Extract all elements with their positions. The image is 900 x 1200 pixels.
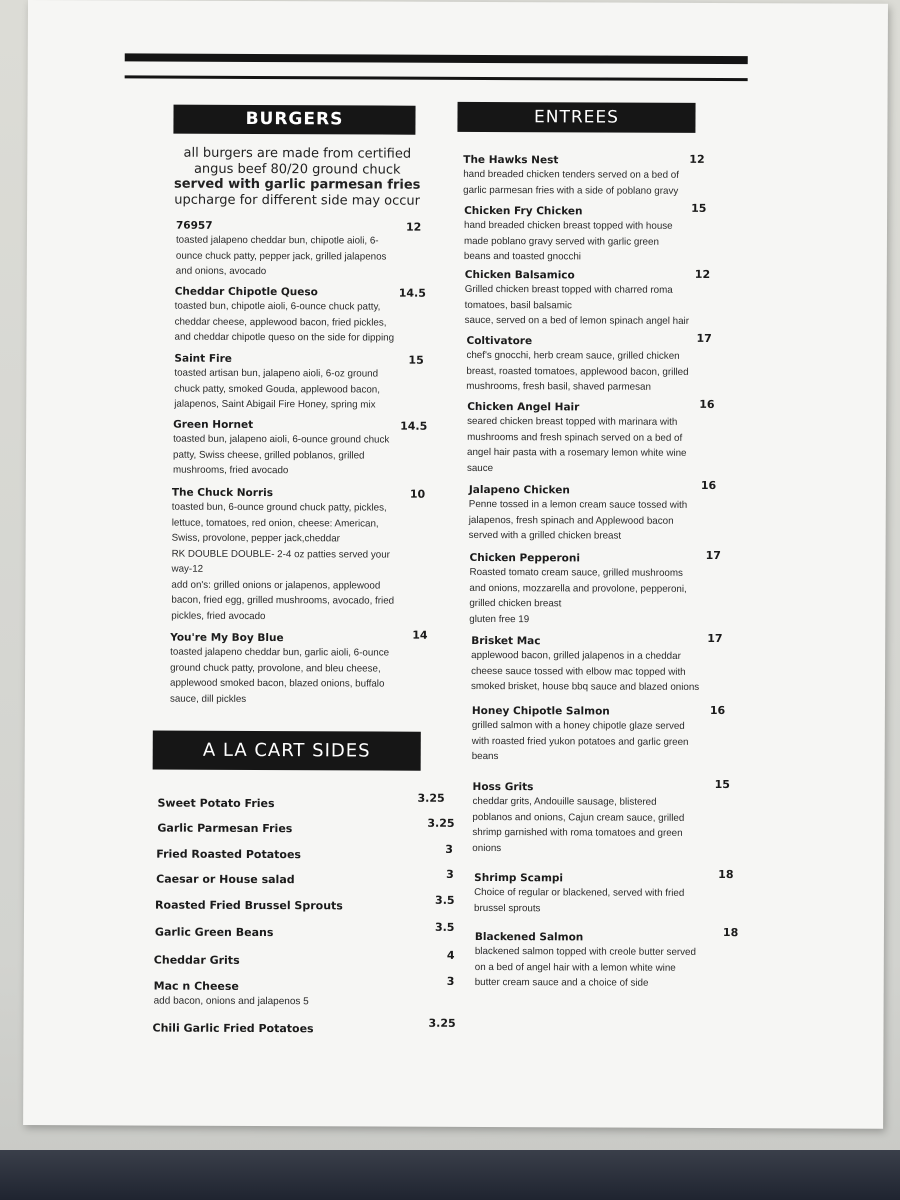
- item-price: 14.5: [400, 419, 428, 433]
- item-price: 14: [412, 628, 428, 642]
- desc-line: poblanos and onions, Cajun cream sauce, grilled: [472, 811, 685, 824]
- item-description: [173, 432, 425, 480]
- desc-line: patty, Swiss cheese, grilled poblanos, grilled: [172, 449, 365, 461]
- item-description: [469, 565, 724, 628]
- side-item: [153, 974, 464, 1008]
- side-item: [157, 816, 457, 836]
- item-price: 17: [705, 548, 721, 563]
- item-description: [171, 500, 432, 625]
- desc-line: breast, roasted tomatoes, applewood bacon, grilled: [466, 365, 689, 378]
- item-name: 76957: [175, 219, 213, 232]
- item-name: Saint Fire: [174, 352, 232, 365]
- item-name: Brisket Mac: [471, 634, 541, 648]
- item-name: Jalapeno Chicken: [468, 483, 570, 497]
- item-price: 16: [700, 478, 717, 493]
- header-rule-thick: [125, 53, 748, 64]
- desc-line: Roasted tomato cream sauce, grilled mushrooms: [469, 566, 683, 579]
- desc-line: grilled chicken breast: [469, 597, 562, 610]
- desc-line: toasted bun, jalapeno aioli, 6-ounce ground chuck: [173, 433, 390, 446]
- entree-item: [466, 397, 719, 477]
- side-price: 4: [446, 948, 455, 962]
- desc-line: with roasted fried yukon potatoes and garlic green: [471, 735, 689, 748]
- item-name: Hoss Grits: [472, 780, 534, 794]
- desc-line: and cheddar chipotle queso on the side for dipping: [174, 331, 395, 344]
- desc-line: pickles, fried avocado: [171, 610, 266, 622]
- entree-item: [466, 331, 718, 396]
- desc-line: shrimp garnished with roma tomatoes and green: [472, 826, 683, 839]
- menu-page: [23, 0, 888, 1129]
- entree-item: [474, 926, 739, 992]
- side-item: [156, 842, 456, 862]
- item-name: Chicken Fry Chicken: [464, 204, 583, 218]
- item-description: [176, 233, 424, 281]
- item-price: 17: [707, 631, 723, 646]
- desc-line: on a bed of angel hair with a lemon white wine: [474, 961, 676, 974]
- desc-line: brussel sprouts: [474, 902, 541, 914]
- side-price: 3: [446, 867, 454, 881]
- side-name: Garlic Green Beans: [154, 925, 274, 940]
- entree-item: [468, 478, 721, 545]
- desc-line: lettuce, tomatoes, red onion, cheese: American,: [171, 517, 379, 530]
- desc-line: bacon, fried egg, grilled mushrooms, avocado, fried: [171, 594, 395, 607]
- item-description: [464, 218, 714, 266]
- item-name: Green Hornet: [173, 418, 254, 431]
- desc-line: blackened salmon topped with creole butter served: [474, 945, 696, 958]
- side-item: [156, 867, 456, 887]
- side-price: 3.25: [417, 791, 445, 805]
- desc-line: angel hair pasta with a rosemary lemon white wine: [467, 446, 687, 459]
- burgers-intro: [167, 146, 427, 209]
- item-description: [467, 414, 719, 477]
- desc-line: hand breaded chicken breast topped with house: [463, 219, 673, 232]
- item-price: 16: [699, 397, 715, 411]
- desc-line: cheese sauce tossed with elbow mac topped with: [471, 665, 686, 678]
- item-description: [472, 718, 727, 766]
- item-description: [466, 348, 718, 396]
- burgers-intro-line: all burgers are made from certified: [183, 145, 412, 162]
- side-price: 3.25: [427, 816, 455, 830]
- side-name: Cheddar Grits: [153, 953, 240, 967]
- side-name: Caesar or House salad: [156, 872, 295, 887]
- side-name: Sweet Potato Fries: [157, 796, 275, 811]
- item-name: Chicken Angel Hair: [467, 400, 580, 414]
- burger-item: [174, 286, 424, 347]
- burgers-intro-line: angus beef 80/20 ground chuck: [193, 161, 401, 178]
- side-name: Fried Roasted Potatoes: [156, 847, 302, 862]
- desc-line: gluten free 19: [469, 613, 530, 625]
- item-description: [472, 794, 727, 857]
- entree-item: [474, 868, 734, 917]
- desc-line: ground chuck patty, provolone, and bleu cheese,: [170, 662, 381, 675]
- entree-item: [469, 548, 724, 628]
- desc-line: Penne tossed in a lemon cream sauce tossed with: [468, 498, 688, 511]
- burgers-heading: BURGERS: [173, 105, 415, 135]
- item-name: You're My Boy Blue: [170, 631, 284, 645]
- item-name: Cheddar Chipotle Queso: [174, 285, 318, 299]
- desc-line: and onions, mozzarella and provolone, pepperoni,: [469, 582, 687, 595]
- item-name: Coltivatore: [466, 334, 533, 348]
- desc-line: mushrooms and fresh spinach served on a bed of: [467, 431, 683, 444]
- burger-item: [174, 353, 424, 414]
- side-name: Roasted Fried Brussel Sprouts: [155, 898, 343, 913]
- side-name: Mac n Cheese: [153, 979, 239, 993]
- side-item: [155, 893, 465, 913]
- item-price: 12: [689, 152, 705, 166]
- side-item: [157, 791, 457, 811]
- side-name: Garlic Parmesan Fries: [157, 821, 293, 836]
- desc-line: hand breaded chicken tenders served on a bed of: [463, 168, 679, 181]
- item-price: 18: [718, 868, 734, 882]
- desc-line: add on's: grilled onions or jalapenos, applewood: [171, 579, 381, 592]
- desc-line: toasted jalapeno cheddar bun, garlic aioli, 6-ounce: [170, 646, 390, 659]
- desc-line: and onions, avocado: [175, 265, 267, 278]
- desc-line: beans: [471, 750, 499, 763]
- desc-line: toasted bun, 6-ounce ground chuck patty, pickles,: [171, 501, 387, 514]
- side-price: 3: [446, 974, 455, 988]
- desc-line: served with a grilled chicken breast: [468, 529, 622, 542]
- side-item: [152, 1016, 462, 1036]
- entree-item: [472, 705, 727, 766]
- side-price: 3.5: [434, 920, 455, 934]
- entree-item: [463, 201, 714, 266]
- desc-line: sauce, served on a bed of lemon spinach angel hair: [464, 314, 690, 327]
- item-description: [471, 648, 726, 696]
- side-name: Chili Garlic Fried Potatoes: [152, 1021, 314, 1036]
- entree-item: [465, 269, 717, 330]
- desc-line: mushrooms, fresh basil, shaved parmesan: [466, 380, 651, 393]
- item-price: 12: [694, 267, 711, 281]
- side-item: [153, 948, 464, 968]
- side-price: 3.5: [435, 893, 455, 907]
- desc-line: sauce, dill pickles: [169, 693, 247, 705]
- desc-line: jalapenos, Saint Abigail Fire Honey, spring mix: [174, 398, 376, 411]
- desc-line: garlic parmesan fries with a side of poblano gravy: [463, 184, 679, 197]
- desc-line: chuck patty, smoked Gouda, applewood bacon,: [174, 383, 381, 396]
- desc-line: made poblano gravy served with garlic green: [463, 235, 659, 248]
- desc-line: Choice of regular or blackened, served with fried: [474, 886, 685, 899]
- table-edge: [0, 1150, 900, 1200]
- item-description: [463, 167, 713, 199]
- desc-line: seared chicken breast topped with marinara with: [467, 415, 678, 428]
- item-name: The Hawks Nest: [463, 153, 559, 167]
- desc-line: smoked brisket, house bbq sauce and blazed onions: [470, 680, 700, 693]
- item-price: 10: [409, 487, 426, 501]
- item-price: 15: [691, 201, 707, 215]
- burger-item: [169, 628, 428, 708]
- side-price: 3: [445, 842, 453, 856]
- burgers-intro-line: served with garlic parmesan fries: [173, 176, 421, 193]
- entree-item: [470, 631, 726, 696]
- item-price: 18: [722, 926, 739, 940]
- item-description: [469, 497, 721, 545]
- item-price: 15: [714, 778, 730, 792]
- entree-item: [472, 778, 730, 857]
- desc-line: mushrooms, fried avocado: [172, 464, 289, 477]
- side-note: add bacon, onions and jalapenos 5: [153, 995, 309, 1008]
- item-price: 17: [696, 331, 712, 345]
- desc-line: butter cream sauce and a choice of side: [474, 976, 649, 989]
- burger-item: [171, 487, 432, 625]
- desc-line: Grilled chicken breast topped with charred roma: [464, 283, 673, 296]
- desc-line: applewood smoked bacon, blazed onions, buffalo: [169, 677, 385, 690]
- desc-line: RK DOUBLE DOUBLE- 2-4 oz patties served your: [171, 548, 390, 561]
- desc-line: chef's gnocchi, herb cream sauce, grilled chicken: [466, 349, 680, 362]
- item-description: [474, 885, 732, 917]
- item-price: 12: [405, 220, 422, 234]
- desc-line: ounce chuck patty, pepper jack, grilled jalapenos: [175, 250, 387, 263]
- item-name: Shrimp Scampi: [474, 871, 564, 885]
- side-item: [154, 920, 465, 940]
- desc-line: cheddar grits, Andouille sausage, blistered: [472, 795, 657, 808]
- desc-line: toasted bun, chipotle aioli, 6-ounce chuck patty,: [174, 300, 381, 313]
- item-description: [170, 645, 426, 708]
- item-description: [174, 299, 424, 347]
- burger-item: [172, 418, 428, 480]
- desc-line: tomatoes, basil balsamic: [464, 299, 572, 311]
- desc-line: onions: [472, 842, 502, 854]
- item-name: Chicken Pepperoni: [469, 551, 581, 565]
- entree-item: [463, 154, 713, 199]
- item-name: Chicken Balsamico: [464, 268, 575, 282]
- desc-line: beans and toasted gnocchi: [463, 250, 582, 263]
- desc-line: cheddar cheese, applewood bacon, fried pickles,: [174, 316, 387, 329]
- item-description: [465, 282, 717, 330]
- desc-line: sauce: [466, 462, 494, 474]
- burger-item: [176, 220, 424, 281]
- desc-line: toasted jalapeno cheddar bun, chipotle aioli, 6-: [175, 234, 379, 247]
- item-description: [174, 366, 424, 414]
- desc-line: applewood bacon, grilled jalapenos in a cheddar: [471, 649, 681, 662]
- desc-line: toasted artisan bun, jalapeno aioli, 6-oz ground: [174, 367, 379, 380]
- desc-line: way-12: [171, 563, 204, 575]
- item-description: [475, 944, 737, 992]
- burgers-intro-line: upcharge for different side may occur: [174, 192, 421, 209]
- sides-heading: A LA CART SIDES: [153, 731, 421, 771]
- side-price: 3.25: [428, 1016, 456, 1030]
- desc-line: Swiss, provolone, pepper jack,cheddar: [171, 532, 340, 545]
- entrees-heading: ENTREES: [457, 102, 695, 133]
- item-name: Blackened Salmon: [474, 930, 584, 944]
- header-rule-thin: [125, 75, 748, 81]
- item-price: 14.5: [398, 286, 426, 300]
- desc-line: jalapenos, fresh spinach and Applewood bacon: [468, 514, 674, 527]
- desc-line: grilled salmon with a honey chipotle glaze served: [471, 719, 685, 732]
- item-price: 16: [709, 703, 726, 718]
- item-name: The Chuck Norris: [171, 486, 274, 500]
- item-price: 15: [408, 353, 424, 367]
- item-name: Honey Chipotle Salmon: [471, 704, 610, 718]
